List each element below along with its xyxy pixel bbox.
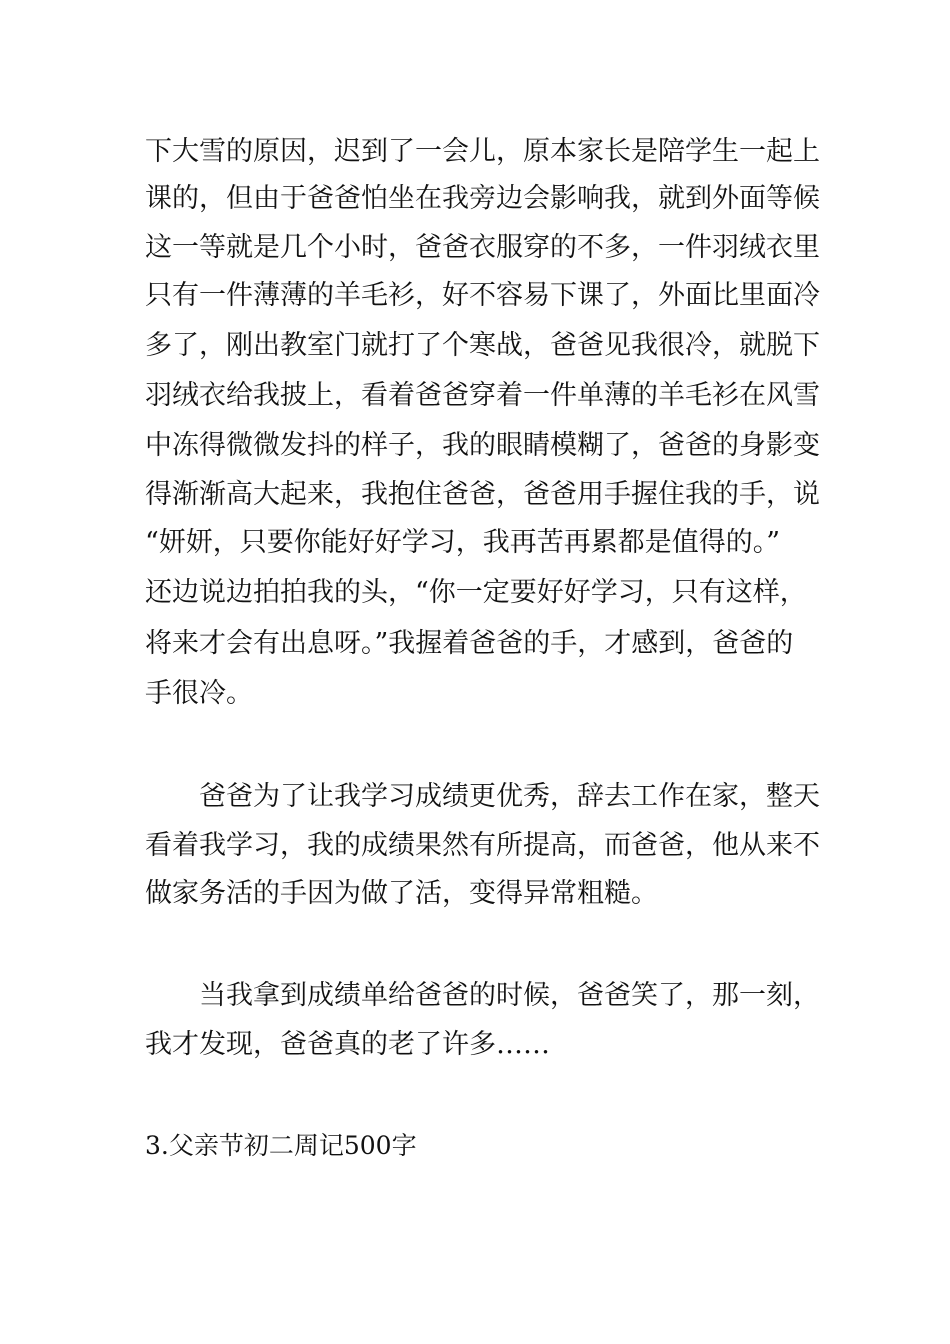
paragraph-1-line-10: 还边说边拍拍我的头，“你一定要好好学习，只有这样， [145,577,807,608]
paragraph-3-line-2: 我才发现，爸爸真的老了许多…… [145,1029,550,1060]
paragraph-2-line-2: 看着我学习，我的成绩果然有所提高，而爸爸，他从来不 [145,830,820,861]
paragraph-1-line-11: 将来才会有出息呀。”我握着爸爸的手，才感到，爸爸的 [145,628,794,659]
paragraph-1-line-6: 羽绒衣给我披上，看着爸爸穿着一件单薄的羊毛衫在风雪 [145,380,820,411]
paragraph-1-line-7: 中冻得微微发抖的样子，我的眼睛模糊了，爸爸的身影变 [145,430,820,461]
paragraph-1-line-8: 得渐渐高大起来，我抱住爸爸，爸爸用手握住我的手，说 [145,479,820,510]
paragraph-1-line-2: 课的，但由于爸爸怕坐在我旁边会影响我，就到外面等候 [145,183,820,214]
paragraph-2-line-1: 爸爸为了让我学习成绩更优秀，辞去工作在家，整天 [199,781,820,812]
paragraph-2-line-3: 做家务活的手因为做了活，变得异常粗糙。 [145,878,658,909]
paragraph-1-line-5: 多了，刚出教室门就打了个寒战，爸爸见我很冷，就脱下 [145,330,820,361]
paragraph-1-line-1: 下大雪的原因，迟到了一会儿，原本家长是陪学生一起上 [145,136,820,167]
section-heading: 3.父亲节初二周记500字 [145,1131,417,1160]
paragraph-1-line-9: “妍妍，只要你能好好学习，我再苦再累都是值得的。” [145,527,781,558]
paragraph-1-line-4: 只有一件薄薄的羊毛衫，好不容易下课了，外面比里面冷 [145,280,820,311]
paragraph-3-line-1: 当我拿到成绩单给爸爸的时候，爸爸笑了，那一刻， [199,980,820,1011]
paragraph-1-line-3: 这一等就是几个小时，爸爸衣服穿的不多，一件羽绒衣里 [145,232,820,263]
paragraph-1-line-12: 手很冷。 [145,678,253,709]
